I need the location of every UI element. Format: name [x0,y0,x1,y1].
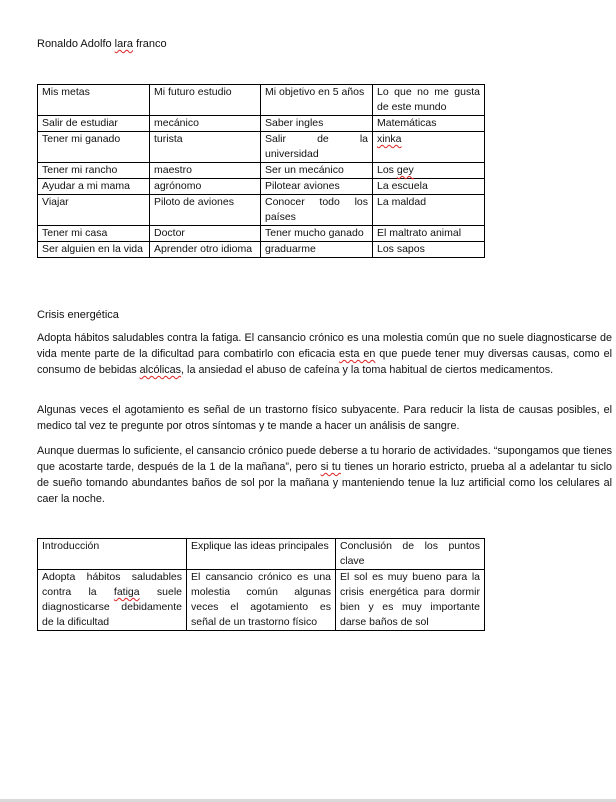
header-cell: Introducción [38,539,187,570]
table-cell: Aprender otro idioma [150,242,261,258]
header-cell: Mi objetivo en 5 años [261,85,373,116]
table-row [38,132,485,163]
table-cell [373,132,485,163]
table-cell: Doctor [150,226,261,242]
table-cell: Tener mi ganado [38,132,150,163]
table-cell: La escuela [373,179,485,195]
table-row [38,226,485,242]
table-cell: La maldad [373,195,485,226]
table-header-row [38,85,485,116]
table-row [38,163,485,179]
spellcheck-word: gey [396,164,414,176]
table-row [38,570,485,631]
author-name: Ronaldo Adolfo lara franco [37,38,167,50]
spellcheck-word: si tu [320,461,341,473]
table-row [38,195,485,226]
header-cell: Conclusión de los puntos clave [336,539,485,570]
table-cell: Tener mi casa [38,226,150,242]
spellcheck-word: lara [114,38,134,50]
table-cell: turista [150,132,261,163]
table-cell: Saber ingles [261,116,373,132]
table-cell: Adopta hábitos saludables contra la fatiga suele diagnosticarse debidamente de la dificultad [38,570,187,631]
table-cell: mecánico [150,116,261,132]
spellcheck-word: xinka [377,133,402,145]
table-cell: Pilotear aviones [261,179,373,195]
table-cell: agrónomo [150,179,261,195]
table-cell: Viajar [38,195,150,226]
summary-table [37,538,485,631]
table-cell: El cansancio crónico es una molestia común algunas veces el agotamiento es señal de un trastorno físico [187,570,336,631]
paragraph-1: Adopta hábitos saludables contra la fatiga. El cansancio crónico es una molestia común que no suele diagnosticarse de vida mente parte de la dificultad para combatirlo con eficacia esta en que puede tener muy diversas causas, como el consumo de bebidas alcólicas, la ansiedad el abuso de cafeína y la toma habitual de ciertos medicamentos. [37,332,612,376]
header-cell: Lo que no me gusta de este mundo [373,85,485,116]
paragraph-2: Algunas veces el agotamiento es señal de un trastorno físico subyacente. Para reducir la lista de causas posibles, el medico tal vez te pregunte por otros síntomas y te mande a hacer un análisis de sangre. [37,404,612,432]
table-row [38,116,485,132]
table-cell: Tener mucho ganado [261,226,373,242]
table-cell: Salir de la universidad [261,132,373,163]
table-row [38,179,485,195]
table-cell: Ayudar a mi mama [38,179,150,195]
spellcheck-word: fatiga [113,586,140,598]
table-cell: Matemáticas [373,116,485,132]
table-cell: Ser alguien en la vida [38,242,150,258]
table-cell: Conocer todo los países [261,195,373,226]
spellcheck-word: alcólicas [139,364,182,376]
table-cell: maestro [150,163,261,179]
table-cell: El sol es muy bueno para la crisis energética para dormir bien y es muy importante darse baños de sol [336,570,485,631]
table-row [38,242,485,258]
table-cell: graduarme [261,242,373,258]
header-cell: Explique las ideas principales [187,539,336,570]
table-cell: El maltrato animal [373,226,485,242]
header-cell: Mis metas [38,85,150,116]
section-title: Crisis energética [37,309,119,321]
table-header-row [38,539,485,570]
table-cell: Tener mi rancho [38,163,150,179]
paragraph-3: Aunque duermas lo suficiente, el cansancio crónico puede deberse a tu horario de actividades. “supongamos que tienes que acostarte tarde, después de la 1 de la mañana”, pero si tu tienes un horario estricto, prueba al a adelantar tu siclo de sueño tomando abundantes baños de sol por la mañana y manteniendo tenue la luz artificial como los celulares al caer la noche. [37,445,612,505]
table-cell: Salir de estudiar [38,116,150,132]
header-cell: Mi futuro estudio [150,85,261,116]
table-cell: Los gey [373,163,485,179]
table-cell: Ser un mecánico [261,163,373,179]
spellcheck-word: esta en [339,348,376,360]
goals-table [37,84,485,258]
table-cell: Piloto de aviones [150,195,261,226]
table-cell: Los sapos [373,242,485,258]
